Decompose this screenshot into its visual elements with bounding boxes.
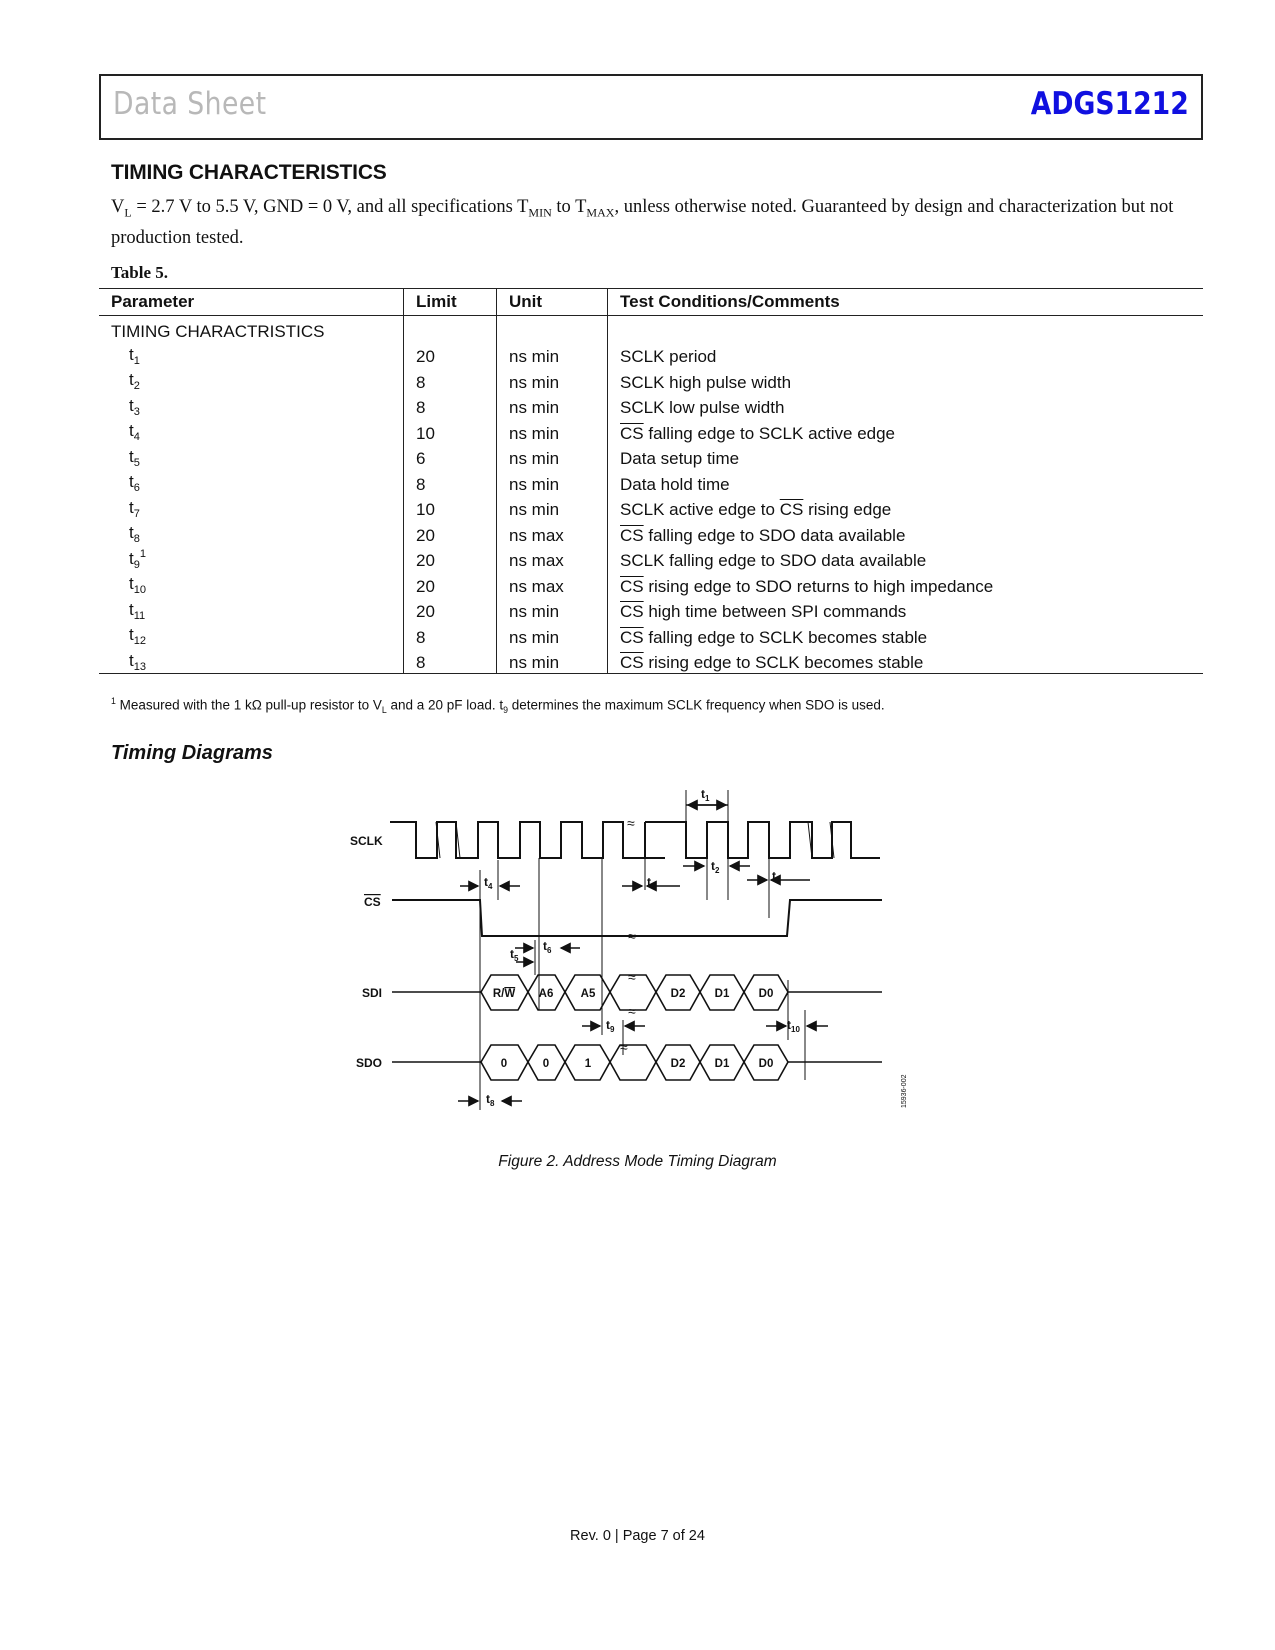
cell-comment: $\overline{CS}$ falling edge to SDO data available <box>620 525 906 545</box>
header-parameter: Parameter <box>99 289 404 316</box>
sdi-bit-a6: A6 <box>538 988 554 1000</box>
label-t9: $t_9$ <box>606 1018 615 1034</box>
cell-parameter: $t_4$ <box>99 418 404 444</box>
cell-comment: SCLK falling edge to SDO data available <box>620 551 927 570</box>
table-caption: Table 5. <box>111 263 169 282</box>
cell-parameter: $t_{11}$ <box>99 597 404 623</box>
svg-text:≈: ≈ <box>628 1003 636 1019</box>
cell-comment: SCLK active edge to $\overline{CS}$ rising edge <box>620 500 892 519</box>
sdi-bit-d2: D2 <box>670 988 686 1000</box>
header-part-number: ADGS1212 <box>1030 86 1189 122</box>
cell-unit: ns min <box>497 622 608 648</box>
intro-paragraph: $V_L = 2.7$ V to 5.5 V, GND = 0 V, and all specifications $T_{MIN}$ to $T_{MAX}$, unless otherwise noted. Guaranteed by design and characterization but not production tested. <box>111 197 1174 248</box>
cell-comment: Data hold time <box>620 474 730 494</box>
label-t10: $t_{10}$ <box>787 1018 800 1034</box>
cell-limit: 8 <box>404 622 497 648</box>
cell-unit: ns min <box>497 495 608 521</box>
label-t5: $t_5$ <box>510 947 519 963</box>
cell-unit: ns min <box>497 418 608 444</box>
cell-unit: ns max <box>497 520 608 546</box>
table-row <box>99 367 1203 393</box>
cell-unit: ns min <box>497 469 608 495</box>
label-t7: $t_7$ <box>772 869 781 885</box>
cell-limit: 8 <box>404 393 497 419</box>
cell-limit: 20 <box>404 520 497 546</box>
cell-unit: ns min <box>497 393 608 419</box>
cell-limit: 8 <box>404 469 497 495</box>
table-header-row <box>99 289 1203 316</box>
cell-unit: ns max <box>497 571 608 597</box>
sdi-bit-a5: A5 <box>580 988 596 1000</box>
page-header <box>99 74 1203 140</box>
cell-comment: Data setup time <box>620 449 740 468</box>
sdo-bit-d2: D2 <box>670 1058 686 1070</box>
label-cs: CS <box>364 895 381 909</box>
cell-limit: 6 <box>404 444 497 470</box>
cell-comment: SCLK period <box>620 347 717 366</box>
label-t4: $t_4$ <box>484 875 493 891</box>
cell-parameter: $t_{12}$ <box>99 622 404 648</box>
label-t6: $t_6$ <box>543 939 552 955</box>
sdo-bit-0b: 0 <box>542 1058 550 1070</box>
cell-parameter: $t_1$ <box>99 342 404 368</box>
subsection-title: Timing Diagrams <box>111 742 273 764</box>
cell-parameter: $t_9^1$ <box>99 546 404 572</box>
label-sdi: SDI <box>362 986 383 1000</box>
group-label: TIMING CHARACTRISTICS <box>99 316 404 342</box>
cell-parameter: $t_{10}$ <box>99 571 404 597</box>
cell-comment: $\overline{CS}$ falling edge to SCLK active edge <box>620 423 896 443</box>
table-row <box>99 418 1203 444</box>
svg-text:≈: ≈ <box>620 1039 628 1055</box>
cell-comment: SCLK high pulse width <box>620 372 792 392</box>
label-t2: $t_2$ <box>711 859 720 875</box>
table-row <box>99 342 1203 368</box>
timing-table <box>99 288 1203 674</box>
sdi-bit-d0: D0 <box>758 988 774 1000</box>
cell-parameter: $t_{13}$ <box>99 648 404 674</box>
svg-text:≈: ≈ <box>628 928 636 944</box>
cell-unit: ns min <box>497 597 608 623</box>
label-sclk: SCLK <box>350 834 383 848</box>
label-sdo: SDO <box>356 1056 383 1070</box>
cell-parameter: $t_3$ <box>99 393 404 419</box>
table-row <box>99 622 1203 648</box>
cell-comment: SCLK low pulse width <box>620 398 785 417</box>
table-row <box>99 444 1203 470</box>
sclk-waveform <box>390 822 880 858</box>
sdo-bit-d1: D1 <box>714 1058 730 1070</box>
cell-parameter: $t_6$ <box>99 469 404 495</box>
sdo-bit-1: 1 <box>584 1058 592 1070</box>
cell-unit: ns min <box>497 367 608 393</box>
header-limit: Limit <box>404 289 497 316</box>
cell-unit: ns min <box>497 648 608 674</box>
cell-limit: 8 <box>404 648 497 674</box>
table-row <box>99 520 1203 546</box>
cell-comment: $\overline{CS}$ rising edge to SCLK becomes stable <box>608 648 1204 674</box>
figure-id: 15936-002 <box>901 1074 908 1108</box>
cell-limit: 10 <box>404 495 497 521</box>
cell-limit: 20 <box>404 597 497 623</box>
figure-caption: Figure 2. Address Mode Timing Diagram <box>498 1153 777 1170</box>
cell-limit: 20 <box>404 571 497 597</box>
cs-waveform <box>392 900 882 936</box>
section-title: TIMING CHARACTERISTICS <box>111 161 387 184</box>
table-footnote: $^1$ Measured with the 1 kΩ pull-up resistor to $V_L$ and a 20 pF load. $t_9$ determines the maximum SCLK frequency when SDO is used. <box>111 696 885 716</box>
sdi-waveform <box>392 975 882 1010</box>
sdo-waveform <box>392 1045 882 1080</box>
cell-parameter: $t_2$ <box>99 367 404 393</box>
cell-comment: $\overline{CS}$ rising edge to SDO returns to high impedance <box>620 576 994 596</box>
sdo-bit-d0: D0 <box>758 1058 774 1070</box>
cell-unit: ns min <box>497 444 608 470</box>
table-row <box>99 469 1203 495</box>
table-row <box>99 648 1203 674</box>
table-row <box>99 597 1203 623</box>
sdi-bit-d1: D1 <box>714 988 730 1000</box>
header-comments: Test Conditions/Comments <box>608 289 1204 316</box>
page-footer: Rev. 0 | Page 7 of 24 <box>570 1528 705 1544</box>
sdi-bit-rw: R/W <box>492 988 516 1000</box>
table-row <box>99 571 1203 597</box>
cell-comment: $\overline{CS}$ high time between SPI commands <box>620 602 907 621</box>
cell-unit: ns max <box>497 546 608 572</box>
cell-unit: ns min <box>497 342 608 368</box>
header-doc-type: Data Sheet <box>113 86 267 122</box>
cell-limit: 8 <box>404 367 497 393</box>
table-group-row <box>99 316 1203 342</box>
svg-text:≈: ≈ <box>628 969 636 985</box>
label-t8: $t_8$ <box>486 1092 495 1108</box>
label-t3: $t_3$ <box>647 875 656 891</box>
header-unit: Unit <box>497 289 608 316</box>
cell-limit: 20 <box>404 546 497 572</box>
table-row <box>99 393 1203 419</box>
cell-limit: 20 <box>404 342 497 368</box>
cell-parameter: $t_7$ <box>99 495 404 521</box>
timing-diagram <box>350 787 930 1135</box>
sdo-bit-0a: 0 <box>500 1058 508 1070</box>
cell-limit: 10 <box>404 418 497 444</box>
cell-parameter: $t_8$ <box>99 520 404 546</box>
svg-text:≈: ≈ <box>627 815 635 831</box>
label-t1: $t_1$ <box>701 787 710 803</box>
cell-comment: $\overline{CS}$ falling edge to SCLK becomes stable <box>620 627 928 647</box>
cell-parameter: $t_5$ <box>99 444 404 470</box>
table-row <box>99 495 1203 521</box>
table-row <box>99 546 1203 572</box>
